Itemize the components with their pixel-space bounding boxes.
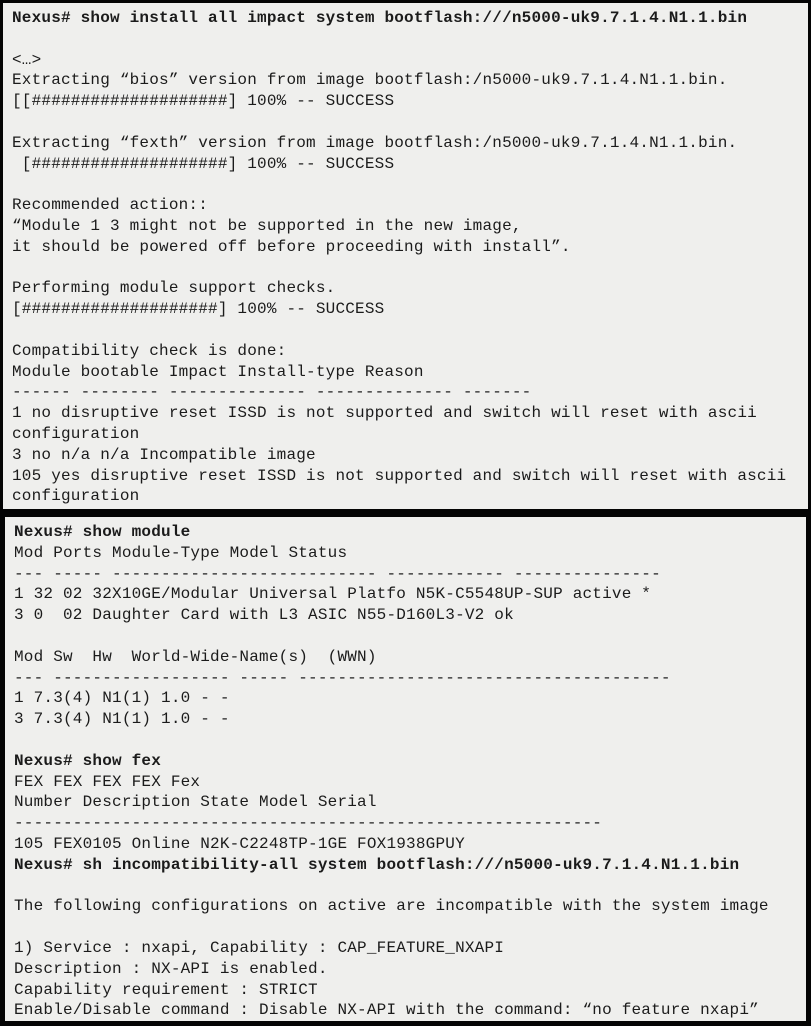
terminal-output-line: FEX FEX FEX FEX Fex [14,772,201,791]
terminal-output-line: [####################] 100% -- SUCCESS [12,154,395,173]
terminal-output-line: Compatibility check is done: [12,341,287,360]
terminal-output-line [12,174,802,195]
terminal-output-line: 3 no n/a n/a Incompatible image [12,445,316,464]
terminal-output-line: [[####################] 100% -- SUCCESS [12,92,395,111]
terminal-output-line [12,320,802,341]
terminal-output-line: [####################] 100% -- SUCCESS [12,300,385,319]
terminal-output-line: Enable/Disable command : Disable NX-API with the command: “no feature nxapi” [14,1001,759,1020]
terminal-output-line: “Module 1 3 might not be supported in the new image, [12,216,522,235]
terminal-output-line [12,29,802,50]
terminal-output-line: configuration [12,487,140,506]
terminal-output-line: Performing module support checks. [12,279,336,298]
terminal-output-line: 1) Service : nxapi, Capability : CAP_FEATURE_NXAPI [14,938,505,957]
terminal-output-line [14,626,800,647]
terminal-output-line: Extracting “fexth” version from image bootflash:/n5000-uk9.7.1.4.N1.1.bin. [12,133,738,152]
terminal-output-line: ------ -------- -------------- -------------- ------- [12,383,532,402]
terminal-command-line: Nexus# show fex [14,751,162,770]
terminal-output-line: 1 32 02 32X10GE/Modular Universal Platfo N5K-C5548UP-SUP active * [14,585,652,604]
terminal-output-line: 105 FEX0105 Online N2K-C2248TP-1GE FOX1938GPUY [14,834,465,853]
terminal-output-line: 3 7.3(4) N1(1) 1.0 - - [14,710,230,729]
terminal-output-line: Extracting “bios” version from image bootflash:/n5000-uk9.7.1.4.N1.1.bin. [12,71,728,90]
terminal-output-line [14,876,800,897]
terminal-section-install-impact [0,0,811,512]
terminal-output-line: Module bootable Impact Install-type Reason [12,362,424,381]
terminal-output-line [14,730,800,751]
terminal-command-line: Nexus# show module [14,523,191,541]
terminal-output-line: 3 0 02 Daughter Card with L3 ASIC N55-D160L3-V2 ok [14,606,514,625]
terminal-section-show-module-fex-incompatibility [0,512,811,1026]
terminal-output-line: configuration [12,424,140,443]
terminal-command-line: Nexus# show install all impact system bootflash:///n5000-uk9.7.1.4.N1.1.bin [12,9,748,27]
terminal-output-line: it should be powered off before proceeding with install”. [12,237,571,256]
terminal-command-line: Nexus# sh incompatibility-all system bootflash:///n5000-uk9.7.1.4.N1.1.bin [14,855,740,874]
terminal-output-line [12,112,802,133]
terminal-output-line: 1 no disruptive reset ISSD is not supported and switch will reset with ascii [12,404,757,423]
terminal-output-line [12,258,802,279]
terminal-output-line: ------------------------------------------------------------ [14,814,603,833]
terminal-output-line: --- ----- --------------------------- ------------ --------------- [14,564,661,583]
terminal-output-line: Capability requirement : STRICT [14,980,318,999]
terminal-output-line: Mod Sw Hw World-Wide-Name(s) (WWN) [14,647,377,666]
terminal-output-line [14,917,800,938]
terminal-output-line: The following configurations on active are incompatible with the system image [14,897,769,916]
terminal-output-line: Description : NX-API is enabled. [14,959,328,978]
terminal-output-line: Number Description State Model Serial [14,793,377,812]
terminal-output-line: <…> [12,50,42,69]
terminal-output-line: 1 7.3(4) N1(1) 1.0 - - [14,689,230,708]
terminal-output-line: Mod Ports Module-Type Model Status [14,543,348,562]
terminal-output-line: 105 yes disruptive reset ISSD is not supported and switch will reset with ascii [12,466,787,485]
terminal-output-line: --- ------------------ ----- -------------------------------------- [14,668,671,687]
terminal-output-line: Recommended action:: [12,196,209,215]
